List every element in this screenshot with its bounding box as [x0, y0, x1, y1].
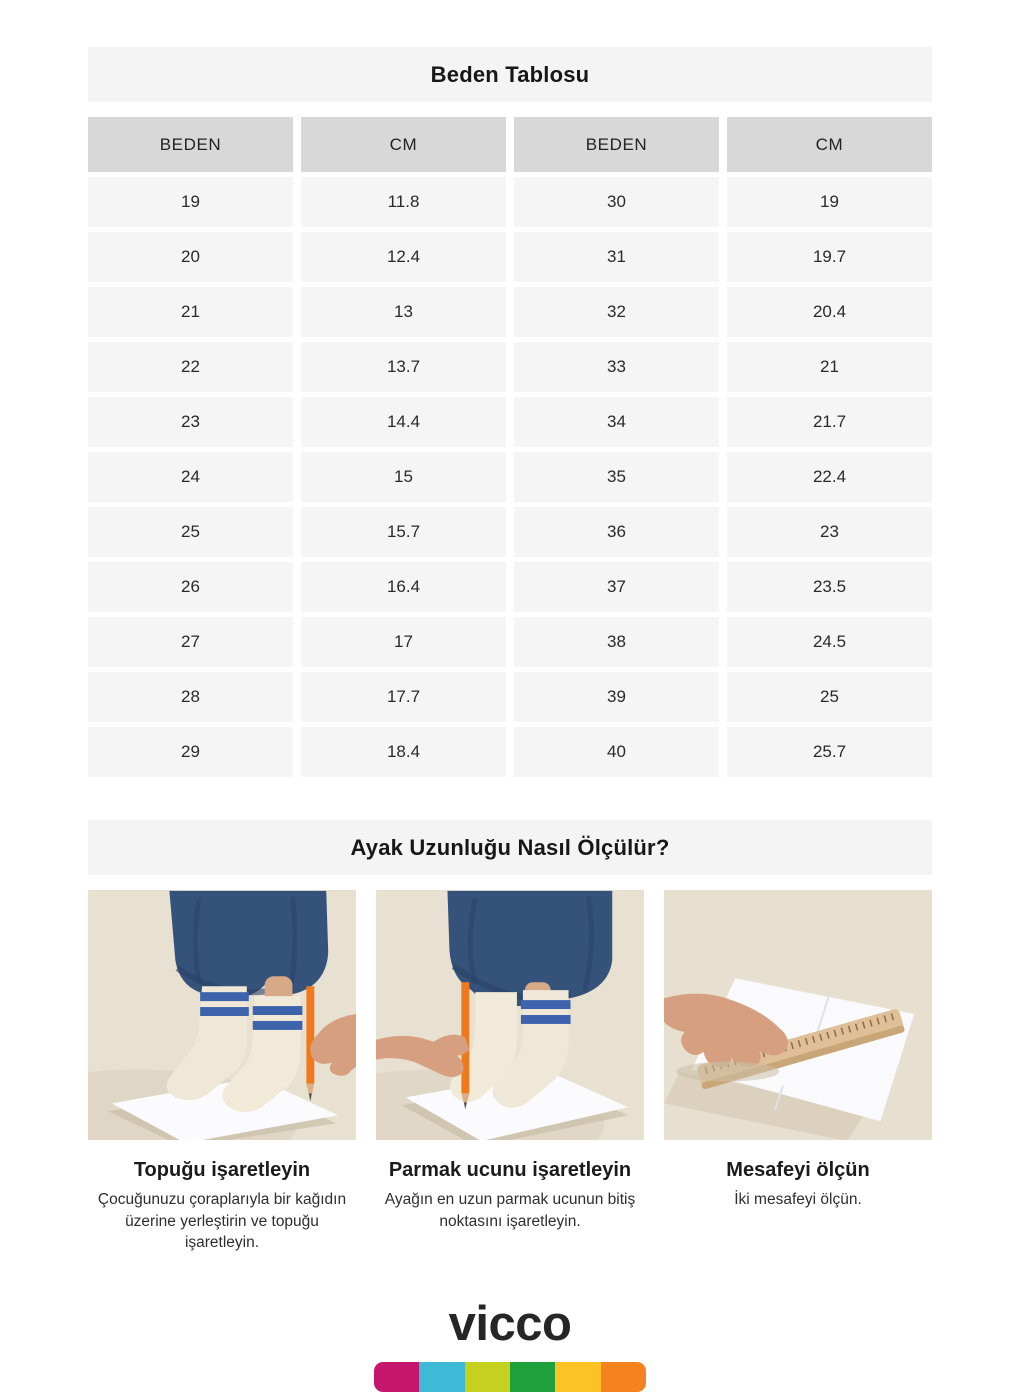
footer: [88, 1297, 932, 1392]
table-cell: 35: [514, 452, 719, 502]
table-cell: 23: [727, 507, 932, 557]
step-mark-toe: [376, 890, 644, 1254]
table-cell: 14.4: [301, 397, 506, 447]
table-cell: 25.7: [727, 727, 932, 777]
table-cell: 20: [88, 232, 293, 282]
page: [88, 0, 932, 1392]
mark-toe-photo: [376, 890, 644, 1140]
table-cell: 13: [301, 287, 506, 337]
table-cell: 23: [88, 397, 293, 447]
table-cell: 33: [514, 342, 719, 392]
table-cell: 19.7: [727, 232, 932, 282]
table-cell: 29: [88, 727, 293, 777]
size-table-title-text: Beden Tablosu: [430, 61, 590, 87]
brand-color-bar: [374, 1362, 646, 1392]
column-header: CM: [301, 117, 506, 172]
step-description: Ayağın en uzun parmak ucunun bitiş noktasını işaretleyin.: [384, 1191, 636, 1230]
step-measure-distance: [664, 890, 932, 1254]
table-cell: 36: [514, 507, 719, 557]
table-cell: 21: [727, 342, 932, 392]
table-cell: 21.7: [727, 397, 932, 447]
table-cell: 25: [88, 507, 293, 557]
step-description: İki mesafeyi ölçün.: [734, 1191, 862, 1208]
table-cell: 15: [301, 452, 506, 502]
table-cell: 12.4: [301, 232, 506, 282]
table-cell: 17.7: [301, 672, 506, 722]
table-cell: 11.8: [301, 177, 506, 227]
measure-steps: [88, 890, 932, 1254]
table-cell: 38: [514, 617, 719, 667]
table-cell: 16.4: [301, 562, 506, 612]
table-cell: 32: [514, 287, 719, 337]
size-table-grid: [88, 117, 932, 777]
step-heading: Topuğu işaretleyin: [133, 1159, 311, 1181]
table-cell: 24: [88, 452, 293, 502]
table-cell: 39: [514, 672, 719, 722]
table-cell: 18.4: [301, 727, 506, 777]
color-bar-segment: [465, 1362, 510, 1392]
table-cell: 15.7: [301, 507, 506, 557]
table-cell: 30: [514, 177, 719, 227]
table-cell: 19: [727, 177, 932, 227]
table-cell: 40: [514, 727, 719, 777]
table-cell: 20.4: [727, 287, 932, 337]
color-bar-segment: [601, 1362, 646, 1392]
table-cell: 31: [514, 232, 719, 282]
column-header: BEDEN: [88, 117, 293, 172]
mark-heel-photo: [88, 890, 356, 1140]
table-cell: 27: [88, 617, 293, 667]
step-description: Çocuğunuzu çoraplarıyla bir kağıdın üzerine yerleştirin ve topuğu işaretleyin.: [97, 1191, 347, 1252]
table-cell: 22: [88, 342, 293, 392]
column-header: CM: [727, 117, 932, 172]
color-bar-segment: [374, 1362, 419, 1392]
table-cell: 26: [88, 562, 293, 612]
step-heading: Mesafeyi ölçün: [726, 1159, 870, 1181]
table-cell: 37: [514, 562, 719, 612]
color-bar-segment: [555, 1362, 600, 1392]
table-cell: 22.4: [727, 452, 932, 502]
table-cell: 17: [301, 617, 506, 667]
table-cell: 21: [88, 287, 293, 337]
color-bar-segment: [419, 1362, 464, 1392]
table-cell: 34: [514, 397, 719, 447]
table-cell: 24.5: [727, 617, 932, 667]
table-cell: 23.5: [727, 562, 932, 612]
size-table-title: [88, 47, 932, 102]
color-bar-segment: [510, 1362, 555, 1392]
measure-section-title-text: Ayak Uzunluğu Nasıl Ölçülür?: [350, 834, 670, 860]
table-cell: 28: [88, 672, 293, 722]
table-cell: 13.7: [301, 342, 506, 392]
table-cell: 25: [727, 672, 932, 722]
measure-section-title: [88, 820, 932, 875]
column-header: BEDEN: [514, 117, 719, 172]
step-heading: Parmak ucunu işaretleyin: [388, 1159, 632, 1181]
table-cell: 19: [88, 177, 293, 227]
step-mark-heel: [88, 890, 356, 1254]
measure-distance-photo: [664, 890, 932, 1140]
brand-logo: vicco: [448, 1297, 572, 1352]
